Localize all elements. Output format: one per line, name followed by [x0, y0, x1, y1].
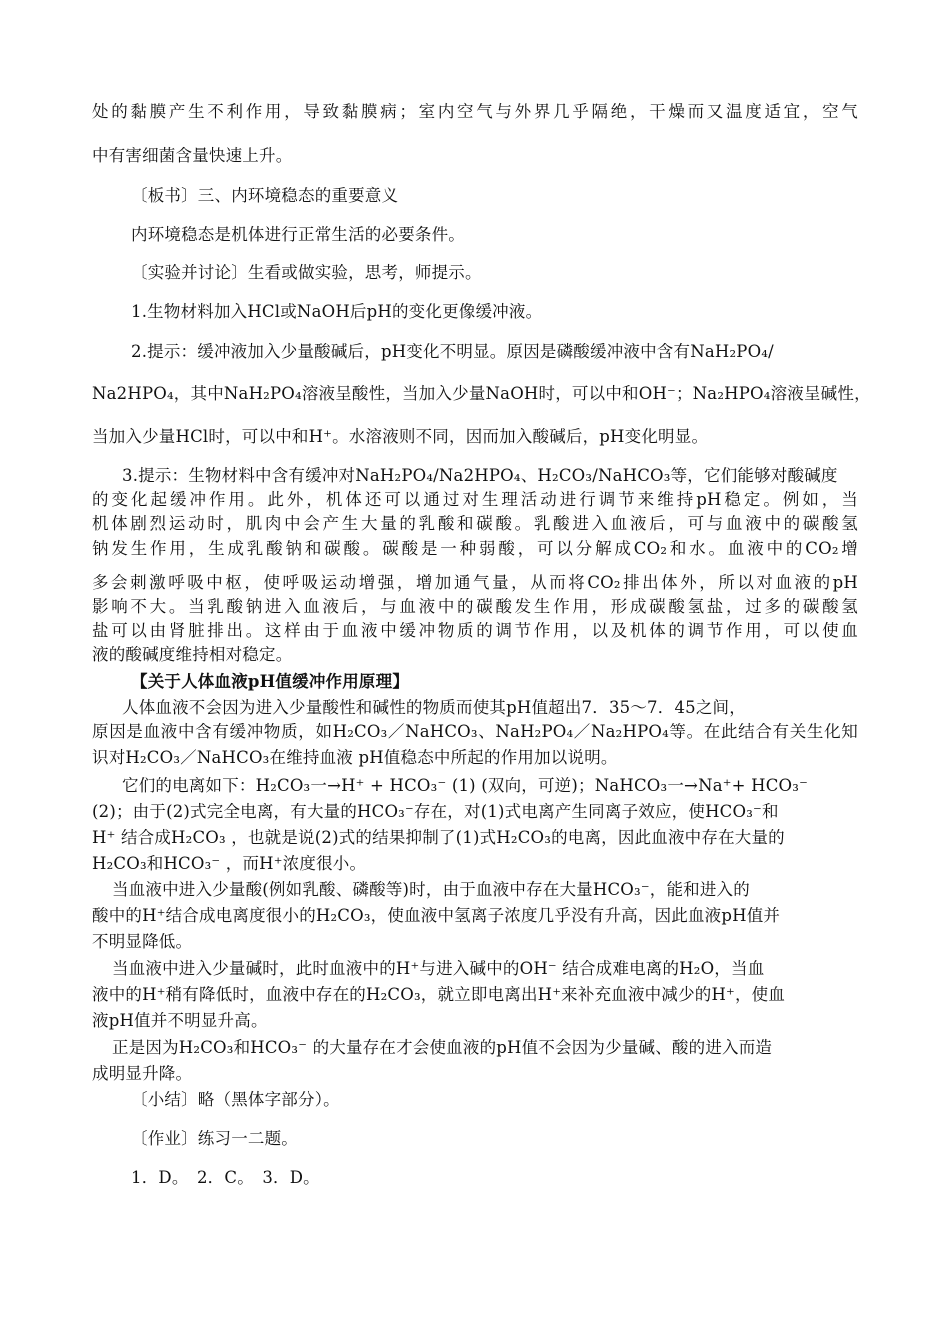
- paragraph-line: 中有害细菌含量快速上升。: [92, 146, 293, 165]
- answers-line: 1．D。 2．C。 3．D。: [131, 1168, 320, 1187]
- paragraph-line: 不明显降低。: [92, 932, 193, 951]
- paragraph-line: 人体血液不会因为进入少量酸性和碱性的物质而使其pH值超出7．35～7．45之间，: [122, 698, 746, 717]
- paragraph-line: 盐可以由肾脏排出。这样由于血液中缓冲物质的调节作用，以及机体的调节作用，可以使血: [92, 621, 858, 640]
- paragraph-line: 当血液中进入少量碱时，此时血液中的H⁺与进入碱中的OH⁻ 结合成难电离的H₂O，当血: [112, 959, 765, 978]
- paragraph-line: 〔实验并讨论〕生看或做实验，思考，师提示。: [131, 263, 482, 282]
- equation-line: 它们的电离如下：H₂CO₃一→H⁺ + HCO₃⁻ (1) (双向，可逆)；NaHCO₃一→Na⁺+ HCO₃⁻: [122, 776, 808, 795]
- paragraph-line: H₂CO₃和HCO₃⁻ ，而H⁺浓度很小。: [92, 854, 367, 873]
- list-item: 1.生物材料加入HCl或NaOH后pH的变化更像缓冲液。: [131, 302, 543, 321]
- paragraph-line: 酸中的H⁺结合成电离度很小的H₂CO₃，使血液中氢离子浓度几乎没有升高，因此血液pH值并: [92, 906, 781, 925]
- summary-line: 〔小结〕略（黑体字部分）。: [131, 1090, 340, 1109]
- paragraph-line: 成明显升降。: [92, 1064, 193, 1083]
- paragraph-line: 原因是血液中含有缓冲物质，如H₂CO₃／NaHCO₃、NaH₂PO₄／Na₂HPO₄等。在此结合有关生化知: [92, 722, 858, 741]
- paragraph-line: 多会刺激呼吸中枢，使呼吸运动增强，增加通气量，从而将CO₂排出体外，所以对血液的pH: [92, 573, 858, 592]
- paragraph-line: 处的黏膜产生不利作用，导致黏膜病；室内空气与外界几乎隔绝，干燥而又温度适宜，空气: [92, 102, 858, 121]
- paragraph-line: 内环境稳态是机体进行正常生活的必要条件。: [131, 225, 465, 244]
- paragraph-line: 液的酸碱度维持相对稳定。: [92, 645, 293, 664]
- list-item: 2.提示：缓冲液加入少量酸碱后，pH变化不明显。原因是磷酸缓冲液中含有NaH₂PO₄/: [131, 342, 774, 361]
- homework-line: 〔作业〕练习一二题。: [131, 1129, 298, 1148]
- paragraph-line: 的变化起缓冲作用。此外，机体还可以通过对生理活动进行调节来维持pH稳定。例如，当: [92, 490, 858, 509]
- paragraph-line: (2)；由于(2)式完全电离，有大量的HCO₃⁻存在，对(1)式电离产生同离子效应，使HCO₃⁻和: [92, 802, 779, 821]
- section-heading: 〔板书〕三、内环境稳态的重要意义: [131, 186, 399, 205]
- paragraph-line: 当血液中进入少量酸(例如乳酸、磷酸等)时，由于血液中存在大量HCO₃⁻，能和进入的: [112, 880, 750, 899]
- paragraph-line: 影响不大。当乳酸钠进入血液后，与血液中的碳酸发生作用，形成碳酸氢盐，过多的碳酸氢: [92, 597, 858, 616]
- paragraph-line: H⁺ 结合成H₂CO₃ ，也就是说(2)式的结果抑制了(1)式H₂CO₃的电离，因此血液中存在大量的: [92, 828, 785, 847]
- list-item: 3.提示：生物材料中含有缓冲对NaH₂PO₄/Na2HPO₄、H₂CO₃/NaHCO₃等，它们能够对酸碱度: [122, 466, 838, 485]
- paragraph-line: 液中的H⁺稍有降低时，血液中存在的H₂CO₃，就立即电离出H⁺来补充血液中减少的H⁺，使血: [92, 985, 786, 1004]
- paragraph-line: 当加入少量HCl时，可以中和H⁺。水溶液则不同，因而加入酸碱后，pH变化明显。: [92, 427, 709, 446]
- paragraph-line: 机体剧烈运动时，肌肉中会产生大量的乳酸和碳酸。乳酸进入血液后，可与血液中的碳酸氢: [92, 514, 858, 533]
- paragraph-line: 识对H₂CO₃／NaHCO₃在维持血液 pH值稳态中所起的作用加以说明。: [92, 748, 618, 767]
- section-heading: 【关于人体血液pH值缓冲作用原理】: [131, 672, 410, 691]
- paragraph-line: 正是因为H₂CO₃和HCO₃⁻ 的大量存在才会使血液的pH值不会因为少量碱、酸的进入而造: [112, 1038, 773, 1057]
- paragraph-line: Na2HPO₄，其中NaH₂PO₄溶液呈酸性，当加入少量NaOH时，可以中和OH⁻；Na₂HPO₄溶液呈碱性，: [92, 384, 871, 403]
- paragraph-line: 钠发生作用，生成乳酸钠和碳酸。碳酸是一种弱酸，可以分解成CO₂和水。血液中的CO₂增: [92, 539, 858, 558]
- paragraph-line: 液pH值并不明显升高。: [92, 1011, 268, 1030]
